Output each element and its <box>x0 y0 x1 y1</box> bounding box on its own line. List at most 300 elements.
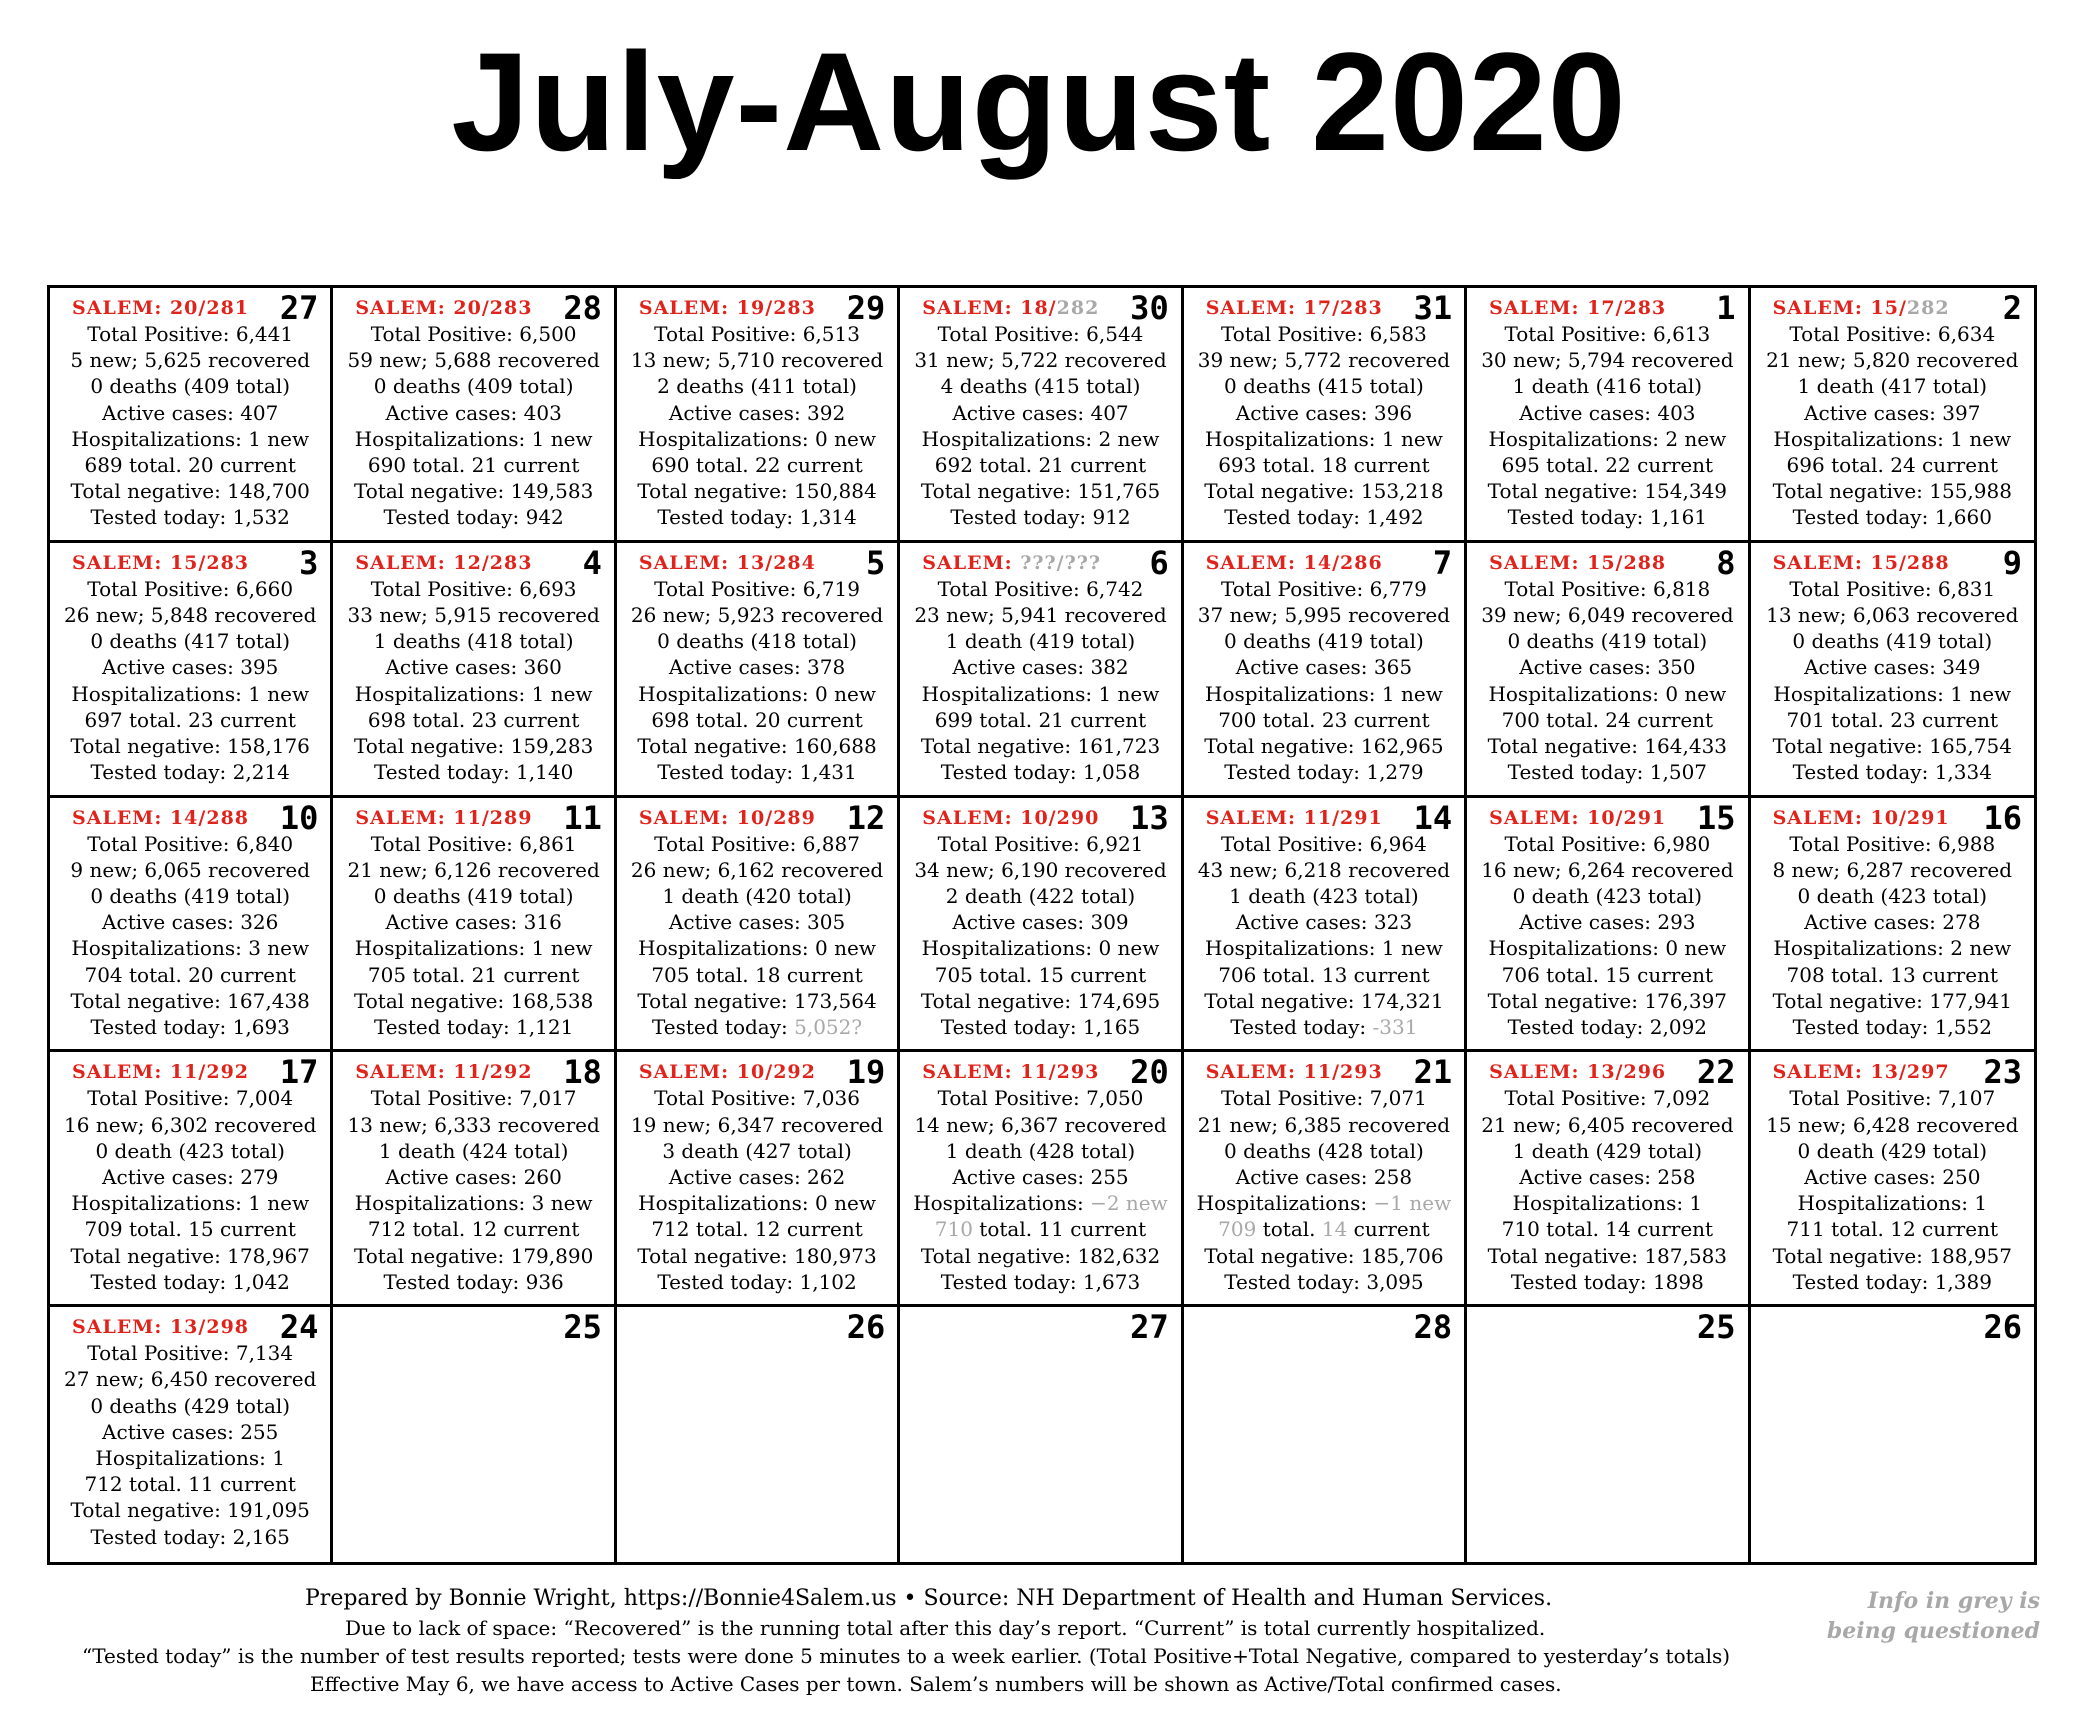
stat-line <box>1184 909 1464 935</box>
day-number: 28 <box>563 289 602 327</box>
stat-text: Active cases: 378 <box>668 655 846 680</box>
day-header <box>1751 288 2034 327</box>
salem-count-text: SALEM: 10/291 <box>1772 806 1950 829</box>
stat-text: Tested today: 1,431 <box>657 760 857 785</box>
day-header <box>333 288 613 327</box>
stat-line <box>900 1112 1180 1138</box>
salem-count <box>72 1316 249 1338</box>
day-number: 25 <box>563 1308 602 1347</box>
stat-text: Active cases: 316 <box>385 910 562 935</box>
stat-text: Total Positive: 7,050 <box>937 1086 1144 1111</box>
day-header <box>1184 798 1464 837</box>
stat-text: Total Positive: 6,634 <box>1789 322 1996 346</box>
day-header <box>617 543 897 582</box>
stat-line <box>333 883 613 909</box>
stat-text: Total negative: 164,433 <box>1487 733 1728 758</box>
day-number: 17 <box>279 1053 319 1092</box>
stat-line <box>1467 400 1747 426</box>
stat-line <box>1184 347 1464 373</box>
stat-line <box>617 962 897 988</box>
stat-text: 19 new; 6,347 recovered <box>630 1112 884 1137</box>
grey-info-note <box>1800 1586 2040 1646</box>
stat-text: 26 new; 6,162 recovered <box>630 857 884 882</box>
stat-line <box>1184 935 1464 961</box>
stat-text: 2 death (422 total) <box>945 883 1136 908</box>
stat-line <box>333 857 613 883</box>
day-stats <box>333 1085 613 1295</box>
stat-text: Total Positive: 6,887 <box>654 831 860 856</box>
footer-note-tested: “Tested today” is the number of test results reported; tests were done 5 minutes to a week earlier. (Total Positive+Total Negative, compared to yesterday’s totals) <box>82 1644 1731 1668</box>
stat-line <box>333 1243 613 1269</box>
stat-line <box>900 909 1180 935</box>
stat-line <box>1751 1112 2034 1138</box>
stat-line <box>900 857 1180 883</box>
stat-line <box>1184 759 1464 785</box>
calendar-day-cell <box>900 1307 1183 1562</box>
stat-text: 0 deaths (415 total) <box>1224 374 1424 399</box>
stat-text: 1 death (417 total) <box>1797 374 1988 399</box>
calendar-day-cell <box>1184 543 1467 798</box>
stat-line <box>1184 1243 1464 1269</box>
stat-text: 3 death (427 total) <box>662 1138 852 1163</box>
stat-line <box>1467 452 1747 478</box>
salem-count-text: SALEM: 17/283 <box>1205 297 1383 319</box>
stat-line <box>1467 935 1747 961</box>
salem-count <box>72 297 249 319</box>
stat-line <box>1467 759 1747 785</box>
stat-text: Tested today: 1,165 <box>940 1014 1141 1039</box>
stat-line <box>1751 1269 2034 1295</box>
stat-text: Total Positive: 7,092 <box>1504 1086 1711 1111</box>
stat-line <box>1751 1216 2034 1242</box>
stat-text: Hospitalizations: 1 new <box>71 681 310 706</box>
stat-text: 30 new; 5,794 recovered <box>1481 348 1734 373</box>
stat-line <box>1751 759 2034 785</box>
stat-text: 698 total. 23 current <box>367 707 580 732</box>
stat-line <box>1751 504 2034 530</box>
day-header <box>1467 288 1747 327</box>
stat-line <box>1467 321 1747 347</box>
stat-text: 14 new; 6,367 recovered <box>914 1112 1167 1137</box>
salem-count-text: SALEM: 15/288 <box>1489 551 1667 574</box>
day-header <box>1751 798 2034 837</box>
stat-text: 711 total. 12 current <box>1786 1217 1998 1242</box>
stat-line <box>1751 883 2034 909</box>
stat-questioned-value: 710 <box>934 1217 973 1242</box>
salem-count <box>639 297 816 319</box>
stat-text: Tested today: 1,507 <box>1507 760 1708 785</box>
stat-text: Active cases: 262 <box>668 1164 846 1189</box>
day-number: 6 <box>1149 543 1169 582</box>
stat-text: Total negative: 154,349 <box>1487 479 1728 504</box>
stat-text: Hospitalizations: 0 new <box>638 426 876 451</box>
day-number: 7 <box>1432 543 1453 582</box>
stat-line <box>617 347 897 373</box>
calendar-day-cell <box>617 798 900 1053</box>
stat-text: Total Positive: 6,583 <box>1221 322 1427 346</box>
calendar-day-cell <box>1467 1052 1750 1307</box>
stat-text: 690 total. 22 current <box>651 452 863 477</box>
calendar-day-cell <box>333 1052 616 1307</box>
stat-text: 2 deaths (411 total) <box>657 374 857 399</box>
salem-count <box>1773 297 1950 319</box>
stat-text: 0 deaths (418 total) <box>657 629 857 654</box>
stat-text: Hospitalizations: 0 new <box>638 936 876 961</box>
stat-line <box>900 681 1180 707</box>
day-number: 5 <box>866 543 886 582</box>
stat-line <box>900 654 1180 680</box>
stat-line <box>900 759 1180 785</box>
salem-count-text: SALEM: 10/291 <box>1489 806 1667 829</box>
stat-line <box>333 628 613 654</box>
page-title: July-August 2020 <box>451 23 1627 180</box>
day-stats <box>333 321 613 531</box>
stat-text: Active cases: 395 <box>102 655 279 680</box>
stat-text: Total negative: 165,754 <box>1772 733 2012 758</box>
stat-questioned-value: -331 <box>1372 1014 1418 1039</box>
day-number: 30 <box>1130 289 1169 327</box>
day-stats <box>1467 321 1747 531</box>
stat-line <box>1751 681 2034 707</box>
stat-line <box>50 1445 330 1471</box>
salem-count <box>1489 297 1666 319</box>
stat-line <box>1751 909 2034 935</box>
stat-line <box>50 373 330 399</box>
stat-line <box>617 478 897 504</box>
salem-count <box>1773 552 1950 574</box>
stat-line <box>617 707 897 733</box>
salem-count-text: SALEM: 11/292 <box>72 1061 250 1084</box>
stat-line <box>50 478 330 504</box>
stat-line <box>617 935 897 961</box>
day-number: 10 <box>279 798 319 837</box>
stat-line <box>617 373 897 399</box>
stat-line <box>1184 1216 1464 1242</box>
stat-line <box>333 478 613 504</box>
stat-line <box>900 347 1180 373</box>
stat-text: Active cases: 349 <box>1804 655 1981 680</box>
salem-count <box>1489 807 1666 829</box>
stat-text: Total negative: 185,706 <box>1204 1243 1444 1268</box>
stat-line <box>617 681 897 707</box>
stat-text: 0 death (423 total) <box>95 1138 285 1163</box>
day-header <box>333 798 613 837</box>
day-number: 8 <box>1716 543 1736 582</box>
stat-line <box>900 1190 1180 1216</box>
day-number: 15 <box>1697 798 1736 837</box>
stat-text: Hospitalizations: 1 <box>1797 1191 1988 1216</box>
calendar-day-cell <box>1467 798 1750 1053</box>
stat-text: Hospitalizations: 1 new <box>354 681 593 706</box>
stat-text: Tested today: 1,552 <box>1792 1014 1992 1039</box>
stat-line <box>1184 707 1464 733</box>
stat-text: Active cases: 279 <box>102 1164 279 1189</box>
day-number: 29 <box>846 289 886 327</box>
stat-text: Tested today: 1,314 <box>657 505 857 530</box>
day-header <box>900 1307 1180 1347</box>
stat-line <box>1751 935 2034 961</box>
calendar-day-cell <box>50 543 333 798</box>
day-stats <box>900 576 1180 786</box>
footer-credit-line: Prepared by Bonnie Wright, https://Bonnie4Salem.us • Source: NH Department of Health and Human Services. <box>305 1586 1553 1611</box>
stat-text: 0 deaths (409 total) <box>90 374 291 399</box>
stat-line <box>900 988 1180 1014</box>
stat-line <box>617 1190 897 1216</box>
stat-line <box>50 1393 330 1419</box>
stat-text: 13 new; 6,063 recovered <box>1766 602 2019 627</box>
stat-text: Total Positive: 6,964 <box>1221 831 1427 856</box>
stat-text: Total negative: 180,973 <box>637 1243 877 1268</box>
stat-line <box>333 707 613 733</box>
salem-count <box>72 807 249 829</box>
calendar-day-cell <box>900 288 1183 543</box>
stat-line <box>50 1269 330 1295</box>
stat-text: Active cases: 278 <box>1804 910 1981 935</box>
stat-text: Active cases: 258 <box>1235 1164 1413 1189</box>
day-number: 12 <box>846 798 886 837</box>
stat-line <box>333 733 613 759</box>
stat-text: Active cases: 382 <box>952 655 1129 680</box>
stat-line <box>1184 452 1464 478</box>
salem-count <box>72 1061 249 1083</box>
stat-text: Tested today: 1,693 <box>90 1014 290 1039</box>
stat-line <box>900 478 1180 504</box>
stat-text: 0 death (423 total) <box>1512 883 1703 908</box>
stat-text: 696 total. 24 current <box>1786 452 1998 477</box>
stat-line <box>1467 1164 1747 1190</box>
calendar-grid <box>47 285 2037 1565</box>
stat-text: Hospitalizations: 1 new <box>71 426 310 451</box>
footer-note-recovered: Due to lack of space: “Recovered” is the running total after this day’s report. “Current” is total currently hospitalized. <box>345 1616 1546 1640</box>
stat-text: 1 death (424 total) <box>378 1138 569 1163</box>
day-header <box>900 798 1180 837</box>
stat-line <box>1751 857 2034 883</box>
stat-line <box>333 576 613 602</box>
stat-line <box>900 576 1180 602</box>
stat-questioned-value: −1 new <box>1373 1191 1452 1216</box>
stat-line <box>1751 707 2034 733</box>
stat-text: Hospitalizations: 1 new <box>1773 426 2012 451</box>
stat-text: 704 total. 20 current <box>84 962 296 987</box>
stat-text: current <box>1347 1217 1430 1242</box>
footer-note-active: Effective May 6, we have access to Active Cases per town. Salem’s numbers will be shown as Active/Total confirmed cases. <box>310 1672 1562 1696</box>
stat-line <box>1467 707 1747 733</box>
stat-line <box>900 883 1180 909</box>
stat-line <box>50 576 330 602</box>
calendar-day-cell <box>1751 1052 2034 1307</box>
stat-text: Tested today: 1,140 <box>373 760 574 785</box>
stat-line <box>1467 602 1747 628</box>
stat-text: Hospitalizations: 1 new <box>71 1191 310 1216</box>
stat-line <box>50 1164 330 1190</box>
day-stats <box>1467 831 1747 1041</box>
stat-line <box>617 1112 897 1138</box>
stat-text: 0 death (423 total) <box>1797 883 1988 908</box>
stat-line <box>900 426 1180 452</box>
stat-text: 709 total. 15 current <box>84 1217 296 1242</box>
stat-line <box>50 654 330 680</box>
stat-line <box>333 426 613 452</box>
stat-line <box>1467 733 1747 759</box>
salem-count-text: SALEM: 11/291 <box>1205 806 1383 829</box>
calendar-day-cell <box>1184 1052 1467 1307</box>
stat-text: 698 total. 20 current <box>651 707 863 732</box>
salem-count-questioned: 282 <box>1906 297 1950 319</box>
day-number: 16 <box>1983 798 2022 837</box>
salem-count <box>355 552 532 574</box>
salem-count <box>355 1061 532 1083</box>
stat-text: 21 new; 6,405 recovered <box>1481 1112 1734 1137</box>
stat-line <box>617 452 897 478</box>
stat-text: Hospitalizations: 0 new <box>921 936 1160 961</box>
stat-line <box>1751 426 2034 452</box>
stat-text: Total Positive: 7,017 <box>370 1086 577 1111</box>
stat-text: 39 new; 6,049 recovered <box>1481 602 1734 627</box>
stat-line <box>617 759 897 785</box>
stat-text: 0 deaths (417 total) <box>90 629 291 654</box>
stat-text: 27 new; 6,450 recovered <box>64 1367 317 1392</box>
stat-line <box>1467 628 1747 654</box>
stat-text: 37 new; 5,995 recovered <box>1197 602 1451 627</box>
day-header <box>1751 1307 2034 1347</box>
stat-line <box>1751 373 2034 399</box>
stat-text: Active cases: 350 <box>1519 655 1696 680</box>
stat-text: Hospitalizations: 1 new <box>1773 681 2012 706</box>
stat-line <box>1751 602 2034 628</box>
day-number: 26 <box>846 1308 886 1347</box>
day-number: 3 <box>299 543 319 582</box>
stat-text: Total negative: 167,438 <box>70 988 310 1013</box>
stat-line <box>1184 576 1464 602</box>
stat-line <box>333 1190 613 1216</box>
stat-text: Tested today: 942 <box>383 505 564 530</box>
stat-text: Hospitalizations: 2 new <box>921 426 1160 451</box>
stat-text: Total negative: 174,695 <box>920 988 1161 1013</box>
day-stats <box>50 1085 330 1295</box>
stat-line <box>50 857 330 883</box>
stat-line <box>617 1164 897 1190</box>
stat-text: 0 deaths (419 total) <box>1224 629 1424 654</box>
salem-count-text: SALEM: 10/292 <box>638 1061 816 1084</box>
day-number: 31 <box>1413 289 1453 327</box>
day-stats <box>50 831 330 1041</box>
day-header <box>617 288 897 327</box>
stat-line <box>333 1014 613 1040</box>
stat-line <box>1751 962 2034 988</box>
salem-count-text: SALEM: 10/289 <box>638 806 816 829</box>
stat-text: Tested today: 1,058 <box>940 760 1141 785</box>
stat-line <box>1184 628 1464 654</box>
day-header <box>50 1052 330 1092</box>
stat-text: Total Positive: 6,742 <box>937 576 1144 601</box>
stat-line <box>617 733 897 759</box>
stat-text: Total Positive: 6,441 <box>87 322 294 346</box>
stat-text: 700 total. 24 current <box>1501 707 1714 732</box>
stat-text: Hospitalizations: 0 new <box>1488 681 1727 706</box>
stat-text: Tested today: 1,102 <box>657 1269 857 1294</box>
stat-line <box>900 1014 1180 1040</box>
stat-line <box>1184 654 1464 680</box>
stat-line <box>1751 1190 2034 1216</box>
stat-line <box>333 504 613 530</box>
salem-count <box>922 552 1101 574</box>
stat-line <box>50 935 330 961</box>
stat-line <box>617 654 897 680</box>
day-header <box>617 1307 897 1347</box>
day-header <box>50 1307 330 1347</box>
stat-line <box>1184 602 1464 628</box>
calendar-day-cell <box>333 1307 616 1562</box>
stat-text: Total negative: 162,965 <box>1204 733 1444 758</box>
salem-count-text: SALEM: 13/284 <box>638 551 816 574</box>
stat-line <box>1184 1164 1464 1190</box>
stat-text: Hospitalizations: 1 new <box>354 936 593 961</box>
stat-line <box>50 1138 330 1164</box>
stat-text: Tested today: <box>1230 1014 1373 1039</box>
stat-text: 16 new; 6,264 recovered <box>1481 857 1734 882</box>
stat-text: Hospitalizations: 1 new <box>1205 936 1443 961</box>
stat-line <box>50 1366 330 1392</box>
stat-text: 0 deaths (409 total) <box>373 374 574 399</box>
stat-line <box>333 452 613 478</box>
day-number: 4 <box>582 543 602 582</box>
stat-text: Hospitalizations: 2 new <box>1488 426 1727 451</box>
stat-text: Total negative: 153,218 <box>1204 479 1444 504</box>
stat-text: Active cases: 255 <box>102 1419 279 1444</box>
stat-text: Active cases: 396 <box>1235 400 1413 425</box>
stat-line <box>1751 1243 2034 1269</box>
stat-line <box>1184 883 1464 909</box>
salem-count <box>1206 807 1383 829</box>
day-header <box>333 1307 613 1347</box>
stat-text: Total Positive: 6,500 <box>370 322 577 346</box>
stat-text: 693 total. 18 current <box>1218 452 1430 477</box>
day-stats <box>1467 1085 1747 1295</box>
grey-note-line: Info in grey is <box>1867 1588 2040 1614</box>
stat-text: Total negative: 182,632 <box>920 1243 1161 1268</box>
stat-text: Hospitalizations: 3 new <box>71 936 310 961</box>
day-stats <box>1184 576 1464 786</box>
salem-count-questioned: ???/??? <box>1020 551 1101 574</box>
stat-text: 706 total. 15 current <box>1501 962 1714 987</box>
salem-count <box>922 1061 1099 1083</box>
stat-line <box>333 1216 613 1242</box>
salem-count-text: SALEM: 13/296 <box>1489 1061 1667 1084</box>
stat-text: Total Positive: 7,071 <box>1221 1086 1427 1111</box>
stat-text: Hospitalizations: <box>913 1191 1091 1216</box>
stat-line <box>617 883 897 909</box>
day-number: 27 <box>1130 1308 1169 1347</box>
stat-text: Total negative: 151,765 <box>920 479 1161 504</box>
stat-line <box>617 1243 897 1269</box>
stat-text: Tested today: 1,532 <box>90 505 290 530</box>
stat-line <box>617 1269 897 1295</box>
stat-line <box>1184 1112 1464 1138</box>
stat-text: Tested today: <box>652 1014 795 1039</box>
day-header <box>900 543 1180 582</box>
stat-text: 31 new; 5,722 recovered <box>914 348 1167 373</box>
stat-line <box>617 1216 897 1242</box>
stat-line <box>50 1419 330 1445</box>
day-header <box>1184 1307 1464 1347</box>
salem-count <box>1773 807 1950 829</box>
day-stats <box>900 321 1180 531</box>
stat-text: Hospitalizations: 1 new <box>921 681 1160 706</box>
salem-count-text: SALEM: 13/298 <box>72 1316 250 1339</box>
day-header <box>1184 1052 1464 1092</box>
stat-text: Tested today: 1,121 <box>373 1014 574 1039</box>
calendar-day-cell <box>333 543 616 798</box>
